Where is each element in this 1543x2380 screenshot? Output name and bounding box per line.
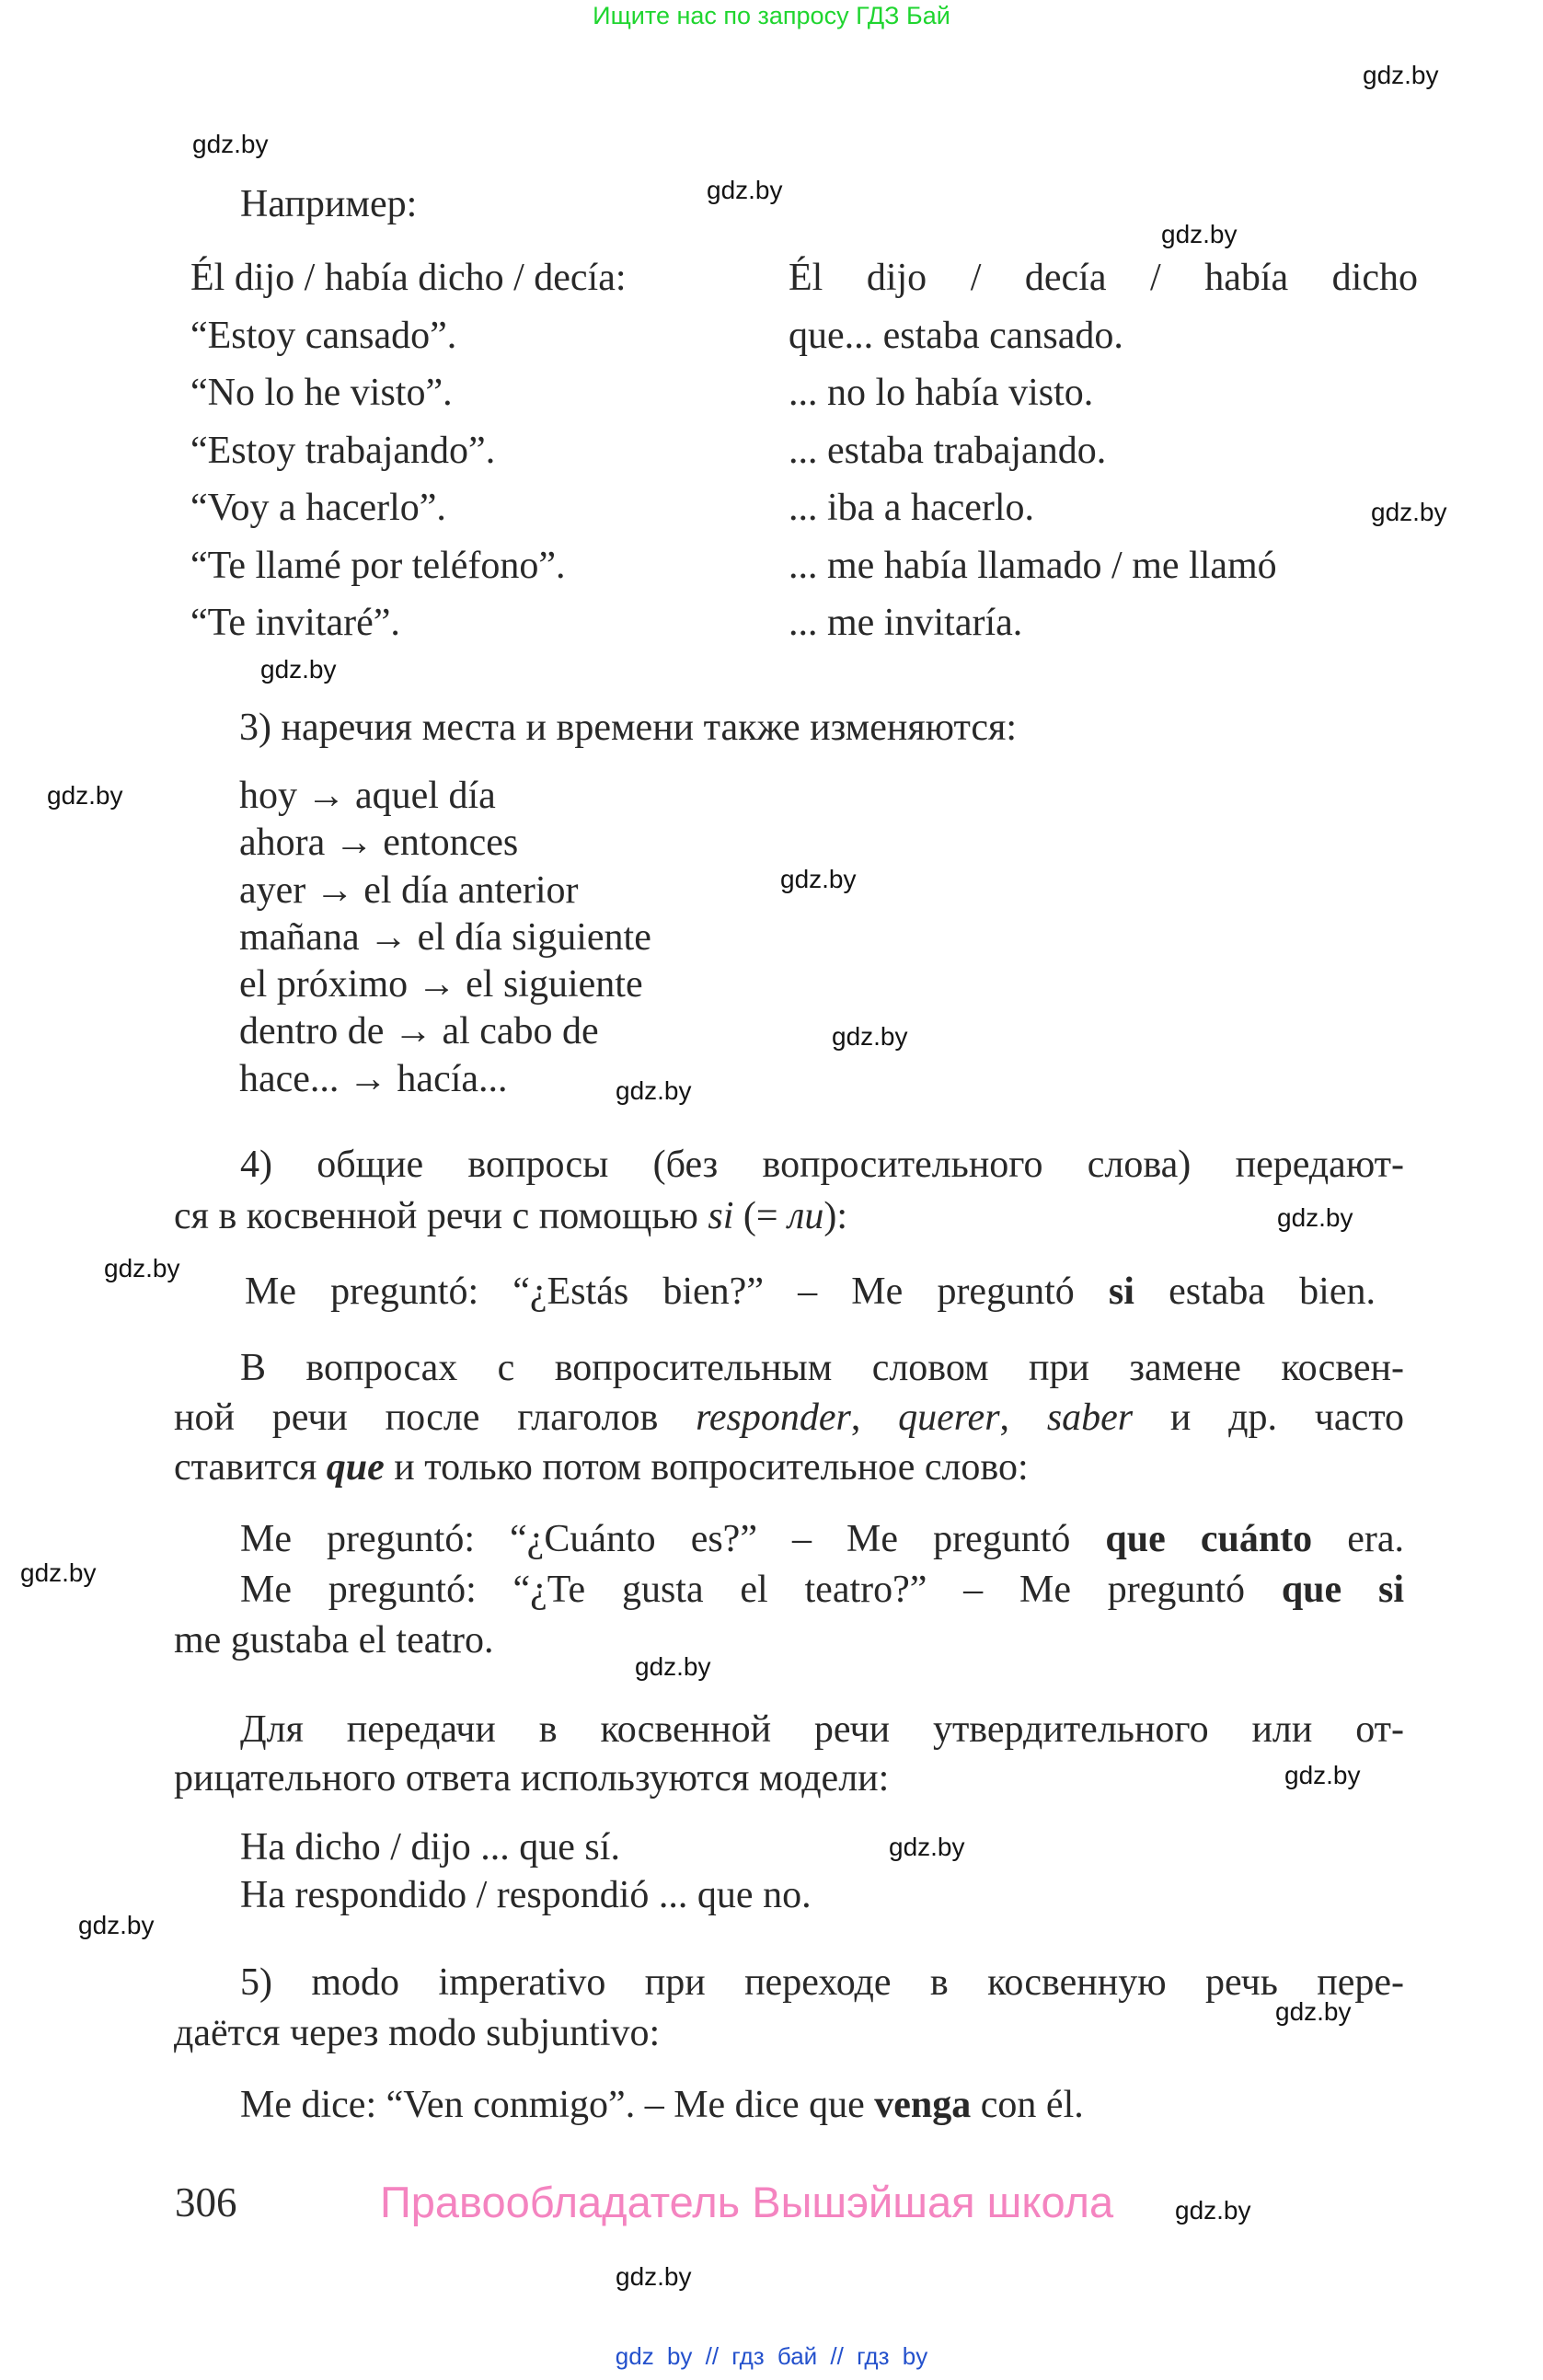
gdz-watermark: gdz.by [780,865,857,893]
copyright-notice: Правообладатель Вышэйшая школа [380,2178,1114,2226]
rule4-example: Me preguntó: “¿Estás bien?” – Me preguntó si estaba bien. [245,1270,1376,1313]
table-row: ... iba a hacerlo. [789,487,1035,529]
table-row: “Te llamé por teléfono”. [190,544,566,587]
promo-banner: Ищите нас по запросу ГДЗ Бай [593,2,950,29]
rule4-line1: 4) общие вопросы (без вопросительного слова) передают- [240,1144,1404,1186]
list-item: hace... → hacía... [239,1057,508,1100]
question-example-1: Me preguntó: “¿Cuánto es?” – Me preguntó que cuánto era. [240,1518,1404,1560]
example-table-left-column [190,249,627,652]
table-row: ... me invitaría. [789,602,1023,644]
gdz-watermark: gdz.by [1284,1761,1361,1789]
answer-model-2: Ha respondido / respondió ... que no. [240,1874,812,1916]
gdz-watermark: gdz.by [1175,2196,1251,2225]
gdz-watermark: gdz.by [1275,1997,1352,2026]
page-number: 306 [175,2179,237,2225]
list-item: dentro de → al cabo de [239,1010,599,1053]
table-row: “No lo he visto”. [190,372,453,414]
gdz-watermark: gdz.by [635,1652,711,1681]
list-item: ahora → entonces [239,822,519,865]
rule5-line2: даётся через modo subjuntivo: [174,2012,661,2054]
rule4-line2: ся в косвенной речи с помощью si (= ли): [174,1195,848,1237]
table-row: “Voy a hacerlo”. [190,487,446,529]
footer-links[interactable]: gdz by // гдз бай // гдз by [615,2342,928,2370]
gdz-watermark: gdz.by [20,1558,97,1587]
question-note-line1: В вопросах с вопросительным словом при замене косвен- [240,1347,1404,1389]
answer-note-line1: Для передачи в косвенной речи утвердительного или от- [240,1708,1404,1751]
example-table-right-column [789,249,1418,652]
gdz-watermark: gdz.by [260,655,337,684]
gdz-watermark: gdz.by [78,1911,155,1939]
table-row: ... me había llamado / me llamó [789,544,1277,587]
gdz-watermark: gdz.by [104,1254,180,1282]
list-item: ayer → el día anterior [239,868,579,912]
gdz-watermark: gdz.by [889,1833,965,1861]
question-note-line3: ставится que и только потом вопросительное слово: [174,1446,1029,1489]
table-row: ... no lo había visto. [789,372,1094,414]
gdz-watermark: gdz.by [616,1076,692,1105]
table-row: “Te invitaré”. [190,602,400,644]
table-row: Él dijo / había dicho / decía: [190,257,627,299]
rule5-example: Me dice: “Ven conmigo”. – Me dice que venga con él. [240,2084,1084,2126]
table-row: “Estoy cansado”. [190,314,457,357]
gdz-watermark: gdz.by [1363,61,1439,89]
gdz-watermark: gdz.by [192,130,269,158]
answer-note-line2: рицательного ответа используются модели: [174,1757,890,1799]
gdz-watermark: gdz.by [1161,220,1238,248]
gdz-watermark: gdz.by [707,176,783,204]
table-row: “Estoy trabajando”. [190,429,496,472]
gdz-watermark: gdz.by [47,781,123,810]
list-item: hoy → aquel día [239,775,496,817]
gdz-watermark: gdz.by [832,1022,908,1051]
question-example-2-line2: me gustaba el teatro. [174,1619,494,1661]
question-note-line2: ной речи после глаголов responder, querer, saber и др. часто [174,1397,1404,1439]
rule5-line1: 5) modo imperativo при переходе в косвенную речь пере- [240,1961,1404,2004]
adverb-transform-list [239,773,651,1103]
gdz-watermark: gdz.by [1371,498,1447,526]
gdz-watermark: gdz.by [1277,1203,1353,1232]
list-item: el próximo → el siguiente [239,963,643,1006]
example-intro: Например: [240,183,418,225]
answer-model-1: Ha dicho / dijo ... que sí. [240,1826,620,1868]
table-row: ... estaba trabajando. [789,429,1107,472]
rule3-heading: 3) наречия места и времени также изменяются: [239,707,1017,749]
table-row: que... estaba cansado. [789,314,1123,357]
gdz-watermark: gdz.by [616,2262,692,2291]
question-example-2-line1: Me preguntó: “¿Te gusta el teatro?” – Me preguntó que si [240,1569,1404,1611]
list-item: mañana → el día siguiente [239,915,651,959]
table-row: Él dijo / decía / había dicho [789,257,1418,299]
